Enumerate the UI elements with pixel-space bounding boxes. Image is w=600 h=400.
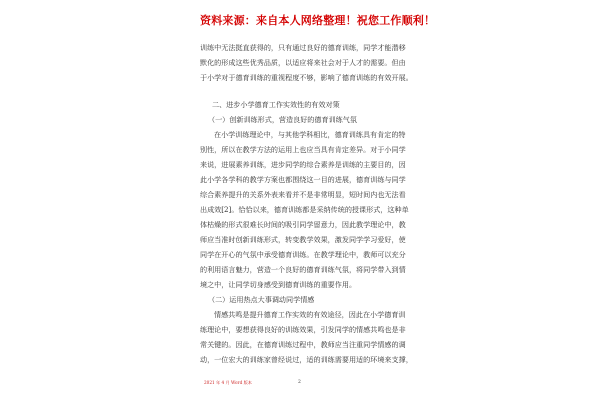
text-line-13: 师应当准时创新训练形式，转变教学效果，激发同学学习爱好，使 bbox=[200, 235, 406, 244]
text-line-14: 同学在开心的气氛中承受德育训练。在教学理论中，教师可以充分 bbox=[200, 250, 406, 259]
text-line-11: 出成效[2]。恰恰以来，德育训练都是采纳传统的授课形式，这种单 bbox=[200, 205, 409, 214]
subsection-heading-2: （二）运用热点大事调动同学情感 bbox=[208, 295, 315, 304]
page-footer: 2021 年 4 月 Word 版本 bbox=[204, 380, 252, 385]
text-line-3: 于小学对于德育训练的重视程度不够，影响了德育训练的有效开展。 bbox=[200, 73, 413, 82]
text-line-20: 常关键的。因此，在德育训练过程中，教师应当注重同学情感的调 bbox=[200, 340, 406, 349]
text-line-8: 来说，进展素养训练，进步同学的综合素养是训练的主要目的，因 bbox=[200, 160, 406, 169]
text-line-15: 的利用语言魅力，营造一个良好的德育训练气氛，将同学带入到情 bbox=[200, 265, 406, 274]
text-line-1: 训练中无法挺直获得的，只有通过良好的德育训练，同学才能潜移 bbox=[200, 43, 406, 52]
subsection-heading-1: （一）创新训练形式，营造良好的德育训练气氛 bbox=[208, 115, 357, 124]
text-line-12: 体枯燥的形式很难长时间的吸引同学留意力，因此教学理论中，教 bbox=[200, 220, 406, 229]
text-line-18: 情感共鸣是提升德育工作实效的有效途径，因此在小学德育训 bbox=[214, 310, 406, 319]
text-line-6: 在小学训练理论中，与其他学科相比，德育训练具有肯定的特 bbox=[214, 130, 406, 139]
text-line-19: 练理论中，要想获得良好的训练效果，引发同学的情感共鸣也是非 bbox=[200, 325, 406, 334]
text-line-21: 动，一位宏大的训练家曾经说过，适的训练需要用适的环境来支撑， bbox=[200, 355, 413, 364]
document-page bbox=[146, 0, 456, 400]
page-number: 2 bbox=[298, 380, 301, 385]
text-line-2: 默化的形成这些优秀品质，以适应将来社会对于人才的需要。但由 bbox=[200, 58, 406, 67]
text-line-16: 境之中，让同学切身感受到德育训练的重要作用。 bbox=[200, 280, 357, 289]
text-line-10: 综合素养提升的关系外表来看并不是非常明显，短时间内也无法看 bbox=[200, 190, 406, 199]
text-line-9: 此小学各学科的教学方案也都围绕这一目的进展，德育训练与同学 bbox=[200, 175, 406, 184]
text-line-7: 别性，所以在教学方法的运用上也应当具有肯定差异。对于小同学 bbox=[200, 145, 406, 154]
source-banner: 资料来源：来自本人网络整理！祝您工作顺利！ bbox=[200, 14, 436, 27]
section-heading: 二、进步小学德育工作实效性的有效对策 bbox=[212, 100, 340, 109]
